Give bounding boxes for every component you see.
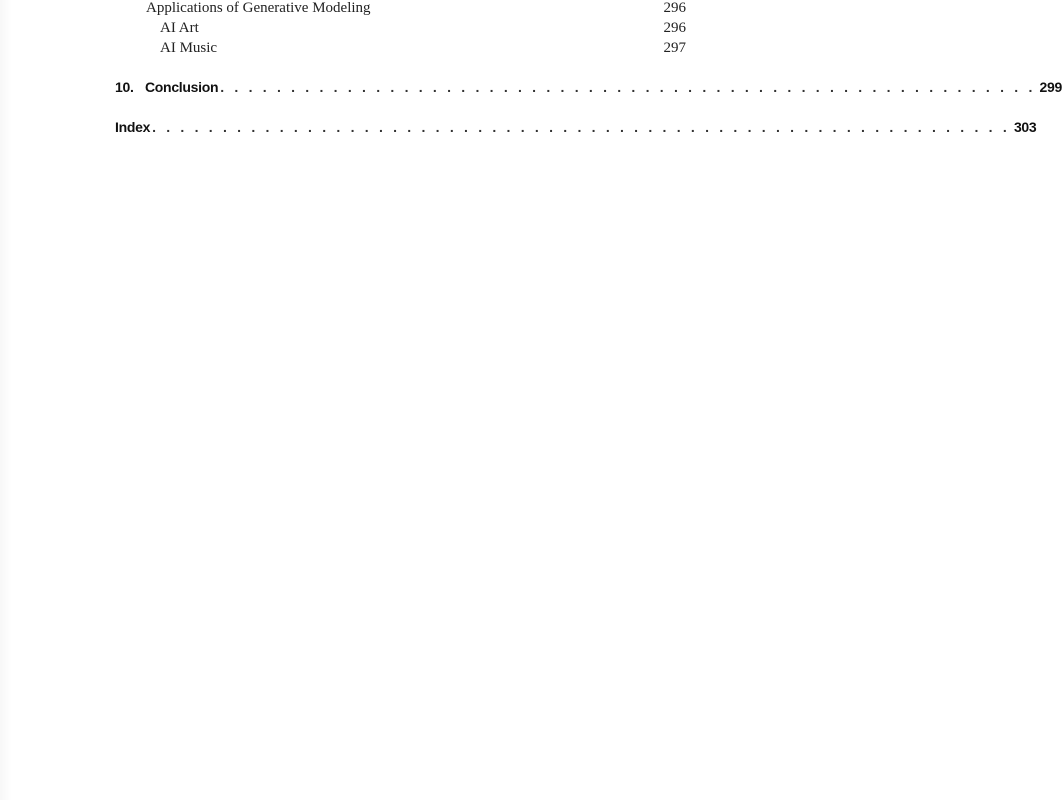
toc-chapter-label: Conclusion: [145, 79, 219, 95]
toc-entry-applications-of-generative-modeling[interactable]: [146, 0, 686, 17]
toc-chapter-number: 10.: [115, 79, 134, 95]
toc-entry-page-number: 296: [663, 0, 686, 16]
toc-chapter-label: Index: [115, 119, 151, 135]
toc-entry-ai-music[interactable]: [160, 40, 686, 57]
toc-dot-leader: . . . . . . . . . . . . . . . . . . . . . . . . . . . . . . . . . . . . . . . . . . . . . . . . . . . . . . . . . .: [220, 79, 1036, 95]
toc-entry-label: AI Art: [160, 20, 199, 36]
toc-entry-page-number: 297: [663, 40, 686, 56]
toc-chapter-conclusion[interactable]: [115, 79, 1062, 95]
toc-chapter-page-number: 303: [1013, 119, 1037, 135]
page-edge-shadow: [0, 0, 12, 800]
toc-entry-page-number: 296: [663, 20, 686, 36]
toc-chapter-page-number: 299: [1039, 79, 1062, 95]
toc-entry-ai-art[interactable]: [160, 20, 686, 37]
toc-entry-label: Applications of Generative Modeling: [146, 0, 371, 16]
toc-dot-leader: . . . . . . . . . . . . . . . . . . . . . . . . . . . . . . . . . . . . . . . . . . . . . . . . . . . . . . . . . . . . .: [152, 119, 1010, 135]
toc-chapter-index[interactable]: [115, 119, 1037, 135]
toc-entry-label: AI Music: [160, 40, 218, 56]
